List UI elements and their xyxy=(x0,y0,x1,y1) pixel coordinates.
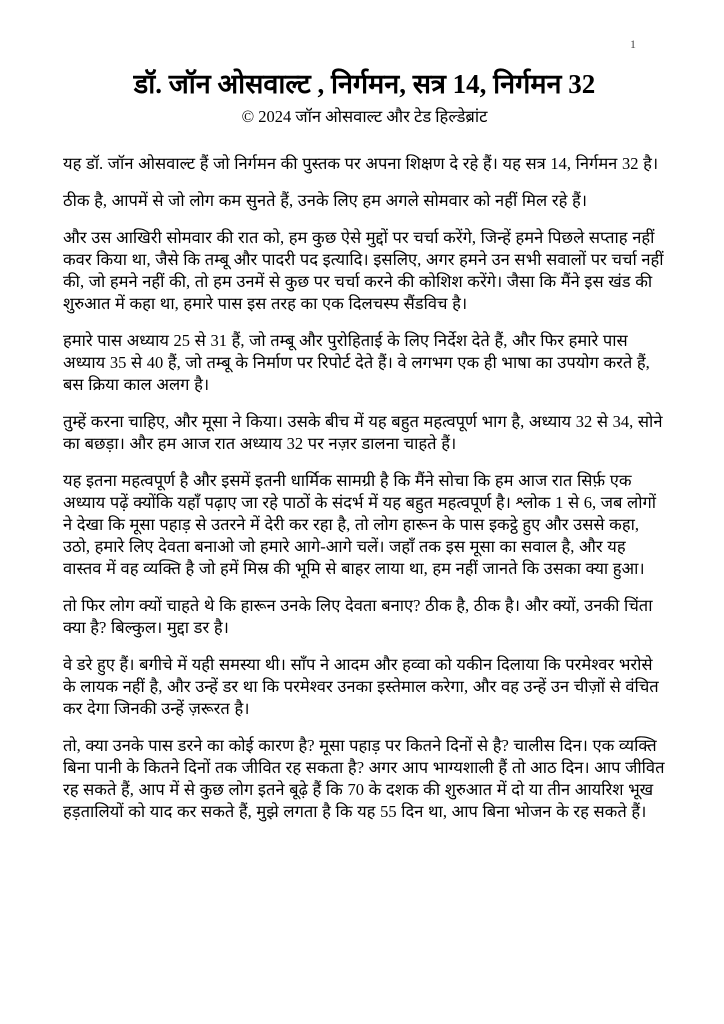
paragraph: यह डॉ. जॉन ओसवाल्ट हैं जो निर्गमन की पुस्तक पर अपना शिक्षण दे रहे हैं। यह सत्र 14, निर्गमन 32 है। xyxy=(63,153,659,173)
paragraph: हमारे पास अध्याय 25 से 31 हैं, जो तम्बू और पुरोहिताई के लिए निर्देश देते हैं, और फिर हमारे पास अध्याय 35 से 40 हैं, जो तम्बू के निर्माण पर रिपोर्ट देते हैं। वे लगभग एक ही भाषा का उपयोग करते हैं, बस क्रिया काल अलग है। xyxy=(63,330,650,394)
paragraph: तुम्हें करना चाहिए, और मूसा ने किया। उसके बीच में यह बहुत महत्वपूर्ण भाग है, अध्याय 32 से 34, सोने का बछड़ा। और हम आज रात अध्याय 32 पर नज़र डालना चाहते हैं। xyxy=(63,411,663,453)
paragraph: तो फिर लोग क्यों चाहते थे कि हारून उनके लिए देवता बनाए? ठीक है, ठीक है। और क्यों, उनकी चिंता क्या है? बिल्कुल। मुद्दा डर है। xyxy=(63,595,653,637)
paragraph: तो, क्या उनके पास डरने का कोई कारण है? मूसा पहाड़ पर कितने दिनों से है? चालीस दिन। एक व्यक्ति बिना पानी के कितने दिनों तक जीवित रह सकता है? अगर आप भाग्यशाली हैं तो आठ दिन। आप जीवित रह सकते हैं, आप में से कुछ लोग इतने बूढ़े हैं कि 70 के दशक की शुरुआत में दो या तीन आयरिश भूख हड़तालियों को याद कर सकते हैं, मुझे लगता है कि यह 55 दिन था, आप बिना भोजन के रह सकते हैं। xyxy=(63,735,665,821)
page-number: 1 xyxy=(630,37,636,51)
document-body xyxy=(63,153,666,823)
document-title: डॉ. जॉन ओसवाल्ट , निर्गमन, सत्र 14, निर्गमन 32 xyxy=(133,69,596,99)
paragraph: ठीक है, आपमें से जो लोग कम सुनते हैं, उनके लिए हम अगले सोमवार को नहीं मिल रहे हैं। xyxy=(63,190,587,210)
paragraph: यह इतना महत्वपूर्ण है और इसमें इतनी धार्मिक सामग्री है कि मैंने सोचा कि हम आज रात सिर्फ़ एक अध्याय पढ़ें क्योंकि यहाँ पढ़ाए जा रहे पाठों के संदर्भ में यह बहुत महत्वपूर्ण है। श्लोक 1 से 6, जब लोगों ने देखा कि मूसा पहाड़ से उतरने में देरी कर रहा है, तो लोग हारून के पास इकट्ठे हुए और उससे कहा, उठो, हमारे लिए देवता बनाओ जो हमारे आगे-आगे चलें। जहाँ तक इस मूसा का सवाल है, और यह वास्तव में वह व्यक्ति है जो हमें मिस्र की भूमि से बाहर लाया था, हम नहीं जानते कि उसका क्या हुआ। xyxy=(63,470,657,578)
paragraph: वे डरे हुए हैं। बगीचे में यही समस्या थी। साँप ने आदम और हव्वा को यकीन दिलाया कि परमेश्वर भरोसे के लायक नहीं है, और उन्हें डर था कि परमेश्वर उनका इस्तेमाल करेगा, और वह उन्हें उन चीज़ों से वंचित कर देगा जिनकी उन्हें ज़रूरत है। xyxy=(63,654,659,718)
paragraph: और उस आखिरी सोमवार की रात को, हम कुछ ऐसे मुद्दों पर चर्चा करेंगे, जिन्हें हमने पिछले सप्ताह नहीं कवर किया था, जैसे कि तम्बू और पादरी पद इत्यादि। इसलिए, अगर हमने उन सभी सवालों पर चर्चा नहीं की, जो हमने नहीं की, तो हम उनमें से कुछ पर चर्चा करने की कोशिश करेंगे। जैसा कि मैंने इस खंड की शुरुआत में कहा था, हमारे पास इस तरह का एक दिलचस्प सैंडविच है। xyxy=(63,227,664,313)
copyright-line: © 2024 जॉन ओसवाल्ट और टेड हिल्डेब्रांट xyxy=(241,106,488,126)
